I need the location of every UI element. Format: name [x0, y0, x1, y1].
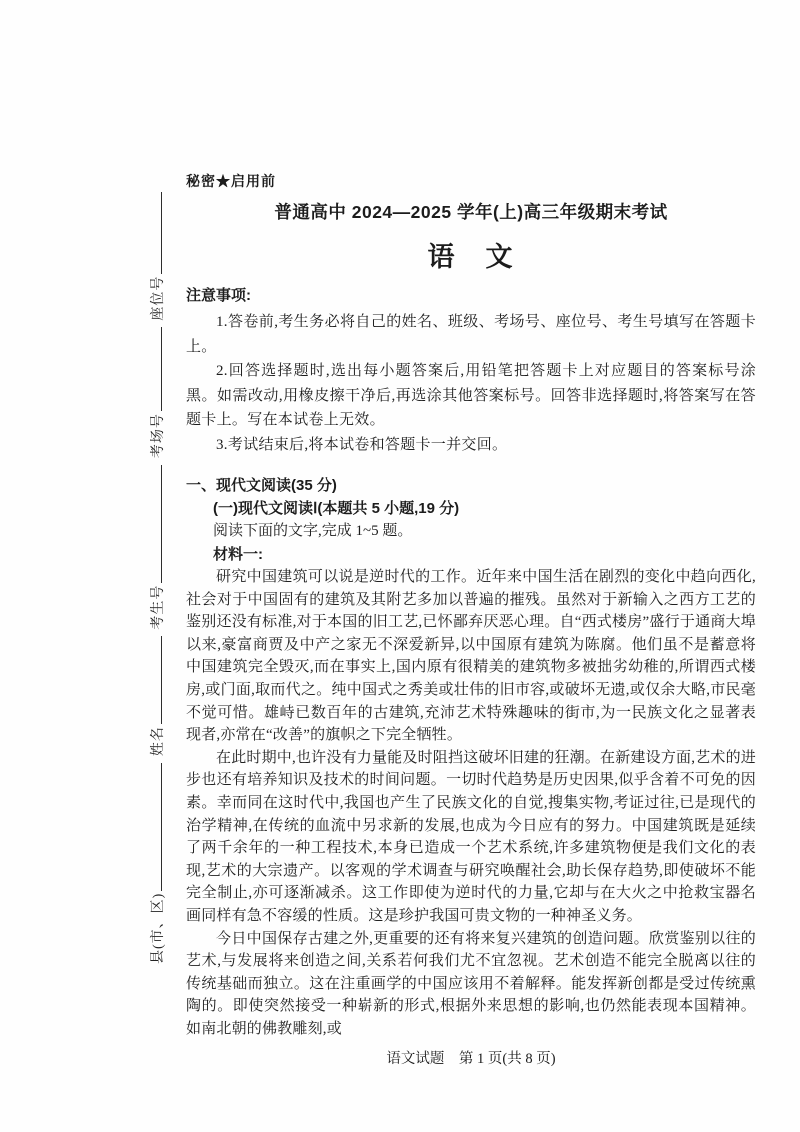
material-label: 材料一: — [213, 546, 263, 563]
notice-item-1: 1.答卷前,考生务必将自己的姓名、班级、考场号、座位号、考生号填写在答题卡上。 — [186, 314, 756, 355]
notice-item-3: 3.考试结束后,将本试卷和答题卡一并交回。 — [216, 436, 508, 453]
confidential-label: 秘密★启用前 — [186, 173, 276, 189]
notices-heading: 注意事项: — [186, 287, 251, 304]
subject-title: 语 文 — [427, 242, 515, 272]
seal-margin — [146, 184, 172, 964]
material-paragraph-2: 在此时期中,也许没有力量能及时阻挡这破坏旧建的狂潮。在新建设方面,艺术的进步也还有培养知识及技术的时间问题。一切时代趋势是历史因果,似乎含着不可免的因素。幸而同在这时代中,我国也产生了民族文化的自觉,搜集实物,考证过往,已是现代的治学精神,在传统的血流中另求新的发展,也成为今日应有的努力。中国建筑既是延续了两千余年的一种工程技术,本身已造成一个艺术系统,许多建筑物便是我们文化的表现,艺术的大宗遗产。以客观的学术调查与研究唤醒社会,助长保存趋势,即使破坏不能完全制止,亦可逐渐减杀。这工作即使为逆时代的力量,它却与在大火之中抢救宝器名画同样有急不容缓的性质。这是珍护我国可贵文物的一种神圣义务。 — [186, 749, 756, 924]
subsection-heading: (一)现代文阅读Ⅰ(本题共 5 小题,19 分) — [213, 500, 460, 517]
material-paragraph-3: 今日中国保存古建之外,更重要的还有将来复兴建筑的创造问题。欣赏鉴别以往的艺术,与发展将来创造之间,关系若何我们尤不宜忽视。艺术创造不能完全脱离以往的传统基础而独立。这在注重画学的中国应该用不着解释。能发挥新创都是受过传统熏陶的。即使突然接受一种崭新的形式,根据外来思想的影响,也仍然能表现本国精神。如南北朝的佛教雕刻,或 — [186, 930, 756, 1037]
exam-content — [186, 172, 756, 1069]
reading-instruction: 阅读下面的文字,完成 1~5 题。 — [213, 523, 413, 539]
seal-field-name-label: 姓名 — [151, 726, 166, 757]
seal-blank-line — [157, 327, 162, 411]
seal-field-county-label: 县(市、区) — [151, 892, 166, 964]
seal-field-candidate-number-label: 考生号 — [151, 584, 166, 630]
seal-blank-line — [157, 465, 162, 583]
seal-field-seat-number-label: 座位号 — [151, 275, 166, 321]
page-footer: 语文试题 第 1 页(共 8 页) — [386, 1051, 556, 1068]
seal-blank-line — [157, 192, 162, 274]
seal-blank-line — [157, 763, 162, 891]
exam-title: 普通高中 2024—2025 学年(上)高三年级期末考试 — [274, 202, 668, 222]
section-heading: 一、现代文阅读(35 分) — [186, 477, 337, 494]
seal-blank-line — [157, 636, 162, 724]
material-paragraph-1: 研究中国建筑可以说是逆时代的工作。近年来中国生活在剧烈的变化中趋向西化,社会对于中国固有的建筑及其附艺多加以普遍的摧残。虽然对于新输入之西方工艺的鉴别还没有标准,对于本国的旧工艺,已怀鄙弃厌恶心理。自“西式楼房”盛行于通商大埠以来,豪富商贾及中产之家无不深爱新异,以中国原有建筑为陈腐。他们虽不是蓄意将中国建筑完全毁灭,而在事实上,国内原有很精美的建筑物多被拙劣幼稚的,所谓西式楼房,或门面,取而代之。纯中国式之秀美或壮伟的旧市容,或破坏无遗,或仅余大略,市民毫不觉可惜。雄峙已数百年的古建筑,充沛艺术特殊趣味的街市,为一民族文化之显著表现者,亦常在“改善”的旗帜之下完全牺牲。 — [186, 569, 756, 744]
seal-field-exam-room-label: 考场号 — [151, 413, 166, 459]
notice-item-2: 2.回答选择题时,选出每小题答案后,用铅笔把答题卡上对应题目的答案标号涂黑。如需改动,用橡皮擦干净后,再选涂其他答案标号。回答非选择题时,将答案写在答题卡上。写在本试卷上无效。 — [186, 363, 756, 428]
